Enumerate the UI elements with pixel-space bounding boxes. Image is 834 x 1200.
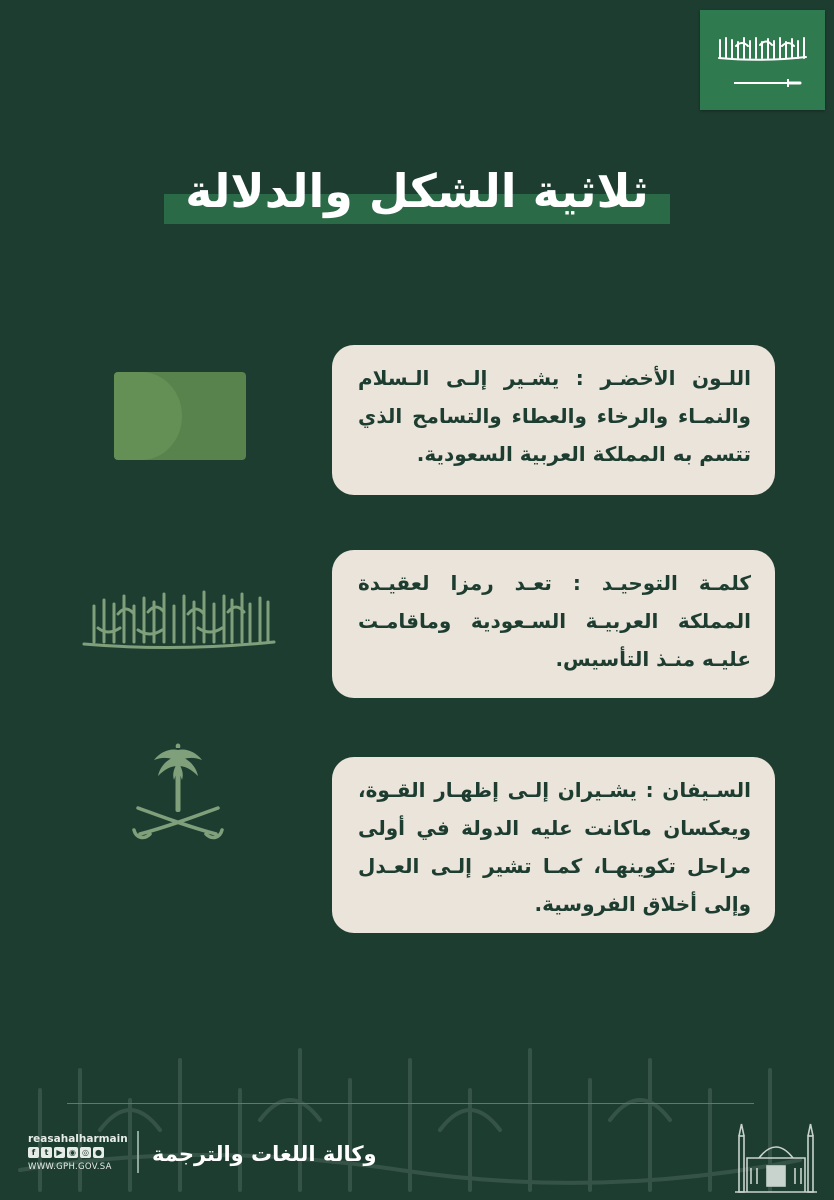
card-term: كلمـة التوحيـد xyxy=(601,571,751,595)
flag-sword-icon xyxy=(732,76,802,90)
card-separator: : xyxy=(559,366,601,390)
saudi-flag-icon xyxy=(700,10,825,110)
card-separator: : xyxy=(551,571,602,595)
facebook-icon[interactable]: f xyxy=(28,1147,39,1158)
youtube-icon[interactable]: ▶ xyxy=(54,1147,65,1158)
palm-and-swords-icon xyxy=(130,742,226,842)
social-handle[interactable]: reasahalharmain xyxy=(28,1133,128,1145)
card-term: اللـون الأخضـر xyxy=(600,366,751,390)
website-link[interactable]: WWW.GPH.GOV.SA xyxy=(28,1162,112,1172)
calligraphy-watermark xyxy=(0,1020,834,1200)
card-text: تعـد رمزا لعقيـدة المملكة العربيـة السـعودية وماقامـت عليـه منـذ التأسيس. xyxy=(358,571,751,671)
location-icon[interactable]: ● xyxy=(93,1147,104,1158)
card-text: يشـير إلـى الـسلام والنمـاء والرخاء والعطاء والتسامح الذي تتسم به المملكة العربية السعودية. xyxy=(358,366,751,466)
shahada-calligraphy-icon xyxy=(78,584,278,654)
page-title-block xyxy=(0,160,834,230)
swords-card xyxy=(332,757,775,933)
green-color-swatch-icon xyxy=(114,372,246,460)
haramain-mosque-logo-icon xyxy=(733,1118,819,1196)
footer-separator xyxy=(137,1131,139,1173)
flag-shahada-script xyxy=(716,32,809,62)
card-separator: : xyxy=(636,778,663,802)
social-block xyxy=(28,1133,138,1173)
swatch-fold xyxy=(114,372,182,460)
twitter-icon[interactable]: t xyxy=(41,1147,52,1158)
social-icons xyxy=(28,1147,104,1158)
snapchat-icon[interactable]: ◉ xyxy=(67,1147,78,1158)
page-title: ثلاثية الشكل والدلالة xyxy=(185,164,649,218)
shahada-card xyxy=(332,550,775,698)
instagram-icon[interactable]: ◎ xyxy=(80,1147,91,1158)
footer-divider xyxy=(67,1103,754,1104)
green-color-card xyxy=(332,345,775,495)
agency-name: وكالة اللغات والترجمة xyxy=(152,1142,377,1166)
card-term: السـيفان xyxy=(662,778,751,802)
card-text: يشـيران إلـى إظهـار القـوة، ويعكسان ماكانت عليه الدولة في أولى مراحل تكوينهـا، كمـا تشير إلـى العـدل وإلى أخلاق الفروسية. xyxy=(358,778,751,916)
